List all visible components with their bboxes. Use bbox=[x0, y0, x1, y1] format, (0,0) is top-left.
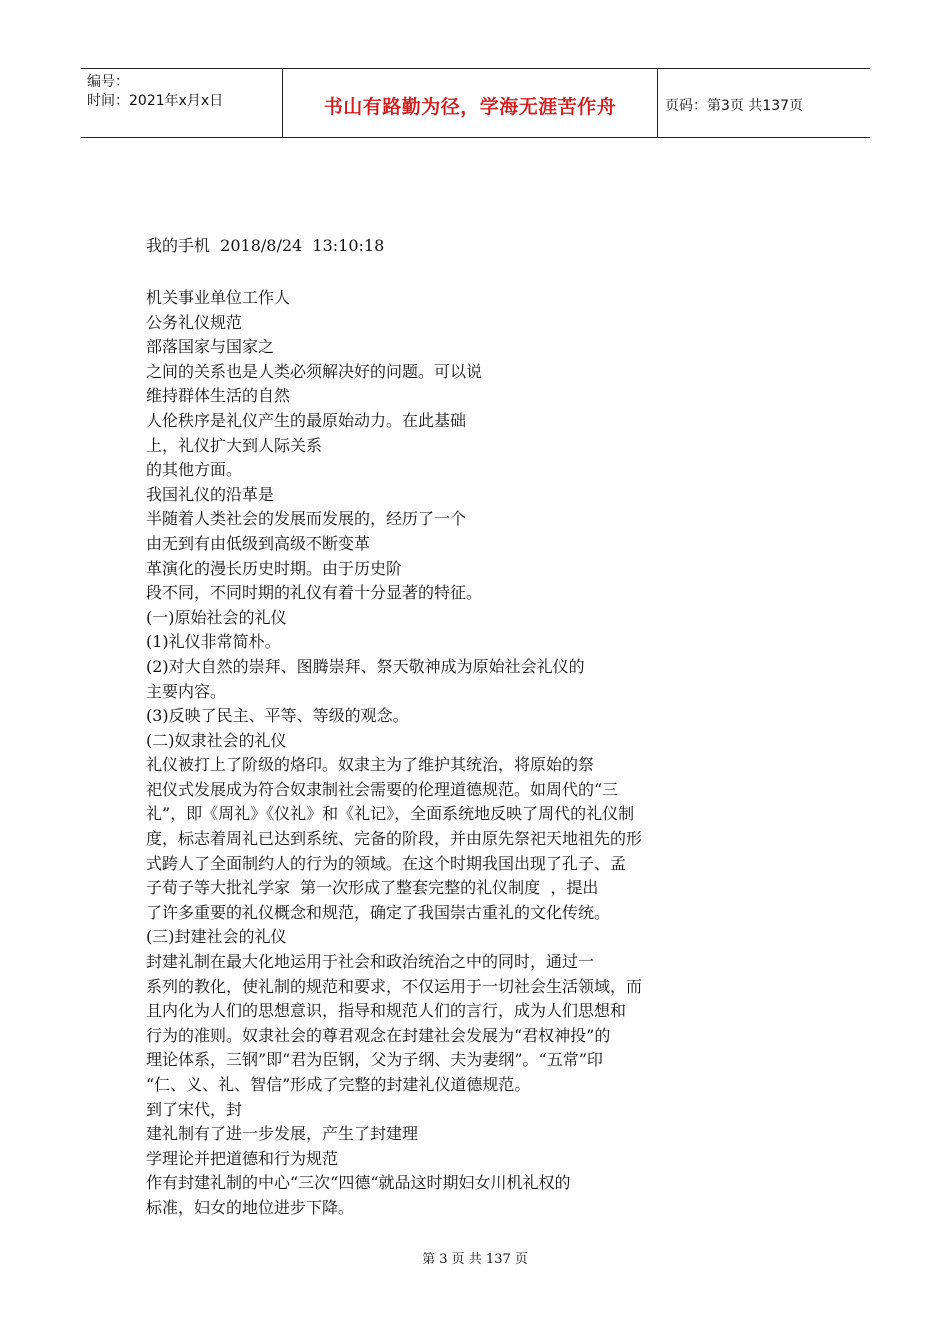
body-line: 主要内容。 bbox=[146, 681, 227, 701]
body-line: 祀仪式发展成为符合奴隶制社会需要的伦理道德规范。如周代的“三 bbox=[146, 779, 619, 799]
body-line: 学理论并把道德和行为规范 bbox=[146, 1148, 339, 1168]
body-line: 建礼制有了进一步发展，产生了封建理 bbox=[146, 1124, 419, 1144]
body-line: (1)礼仪非常简朴。 bbox=[146, 632, 281, 652]
body-line: 半随着人类社会的发展而发展的，经历了一个 bbox=[146, 509, 467, 529]
body-line: 标准，妇女的地位进步下降。 bbox=[146, 1197, 355, 1217]
body-line: 礼仪被打上了阶级的烙印。奴隶主为了维护其统治，将原始的祭 bbox=[146, 755, 595, 775]
body-line: 机关事业单位工作人 bbox=[146, 288, 291, 307]
body-line: 作有封建礼制的中心“三次“四德“就品这时期妇女川机礼权的 bbox=[146, 1173, 571, 1193]
document-date: 时间：2021年x月x日 bbox=[87, 93, 224, 109]
body-line: 理论体系，三钢”即“君为臣钢，父为子纲、夫为妻纲”。“五常”印 bbox=[146, 1050, 603, 1070]
header-info-cell bbox=[81, 69, 283, 137]
page-footer: 第 3 页 共 137 页 bbox=[422, 1252, 528, 1267]
body-line: (三)封建社会的礼仪 bbox=[146, 927, 287, 947]
message-meta: 我的手机 2018/8/24 13:10:18 bbox=[146, 236, 385, 255]
body-line: 我国礼仪的沿革是 bbox=[146, 484, 275, 504]
body-line: 部落国家与国家之 bbox=[146, 337, 275, 357]
document-number-label: 编号： bbox=[87, 74, 129, 90]
body-line: 系列的教化，使礼制的规范和要求，不仅运用于一切社会生活领域，而 bbox=[146, 976, 643, 996]
body-line: 封建礼制在最大化地运用于社会和政治统治之中的同时，通过一 bbox=[146, 952, 595, 972]
body-line: 上，礼仪扩大到人际关系 bbox=[146, 435, 323, 455]
body-line: 维持群体生活的自然 bbox=[146, 386, 291, 406]
body-line: “仁、义、礼、智信”形成了完整的封建礼仪道德规范。 bbox=[146, 1075, 531, 1094]
body-line: 式跨人了全面制约人的行为的领域。在这个时期我国出现了孔子、孟 bbox=[146, 853, 627, 873]
body-line: 之间的关系也是人类必须解决好的问题。可以说 bbox=[146, 361, 483, 381]
body-line: 行为的准则。奴隶社会的尊君观念在封建社会发展为“君权神投”的 bbox=[146, 1025, 611, 1045]
body-line: 且内化为人们的思想意识，指导和规范人们的言行，成为人们思想和 bbox=[146, 1001, 627, 1021]
body-line: 公务礼仪规范 bbox=[146, 312, 243, 332]
body-line: (一)原始社会的礼仪 bbox=[146, 607, 287, 627]
body-line: 的其他方面。 bbox=[146, 460, 243, 480]
body-line: 度，标志着周礼已达到系统、完备的阶段，并由原先祭祀天地祖先的形 bbox=[146, 829, 643, 849]
page-header bbox=[81, 68, 870, 138]
body-line: 革演化的漫长历史时期。由于历史阶 bbox=[146, 558, 403, 578]
body-line: 礼”，即《周礼》《仪礼》和《礼记》，全面系统地反映了周代的礼仪制 bbox=[146, 804, 635, 824]
body-line: 由无到有由低级到高级不断变革 bbox=[146, 533, 371, 553]
body-line: (2)对大自然的崇拜、图腾崇拜、祭天敬神成为原始社会礼仪的 bbox=[146, 656, 585, 676]
page-info: 页码：第3页 共137页 bbox=[665, 98, 804, 114]
body-line: (3)反映了民主、平等、等级的观念。 bbox=[146, 706, 409, 726]
body-line: (二)奴隶社会的礼仪 bbox=[146, 730, 287, 750]
body-line: 子荀子等大批礼学家 第一次形成了整套完整的礼仪制度 ，提出 bbox=[146, 878, 599, 898]
header-page-cell bbox=[658, 69, 870, 137]
body-line: 段不同，不同时期的礼仪有着十分显著的特征。 bbox=[146, 583, 483, 603]
header-motto-cell bbox=[283, 69, 658, 137]
document-body bbox=[146, 234, 786, 1221]
body-line: 到了宋代，封 bbox=[146, 1099, 243, 1119]
body-line: 了许多重要的礼仪概念和规范，确定了我国崇古重礼的文化传统。 bbox=[146, 902, 611, 922]
body-lines bbox=[146, 286, 786, 1221]
motto-text: 书山有路勤为径，学海无涯苦作舟 bbox=[323, 96, 617, 118]
body-line: 人伦秩序是礼仪产生的最原始动力。在此基础 bbox=[146, 410, 467, 430]
